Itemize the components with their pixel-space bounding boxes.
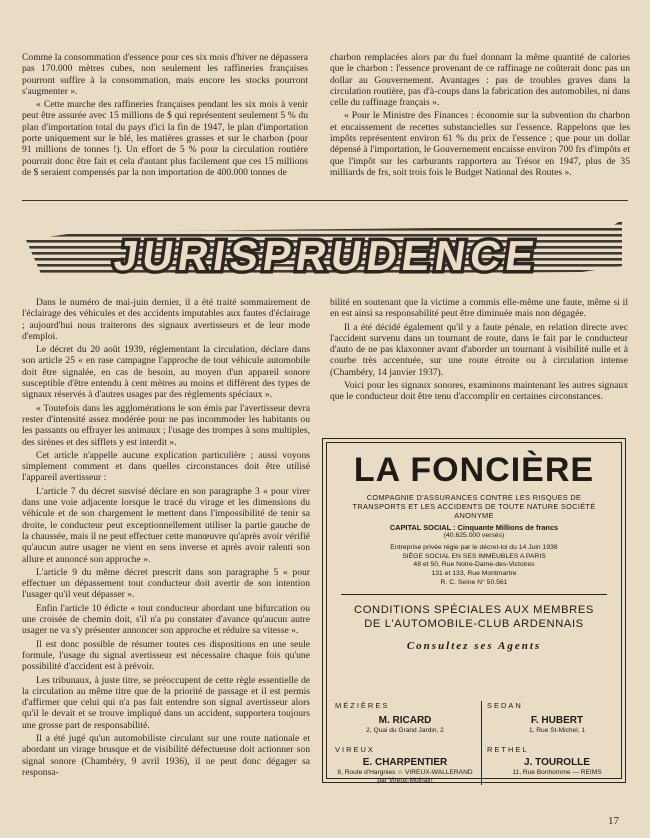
agent-name: F. HUBERT <box>530 715 584 726</box>
agent-address: 8, Route d'Hargnies ☆ VIREUX-WALLERAND <box>337 769 473 776</box>
paragraph: Enfin l'article 10 édicte « tout conducteur abordant une bifurcation ou une croisée de chemin doit, s'il n'a pu constater d'avance qu'aucun autre usager ne va s'y présenter annoncer son approche et réduire sa vitesse ». <box>22 602 310 637</box>
jurisprudence-right-column <box>330 297 628 405</box>
paragraph: « Toutefois dans les agglomérations le son émis par l'avertisseur devra rester d'intensité assez modérée pour ne pas incommoder les habitants ou les passants ou effrayer les animaux ; l'usage des trompes à sons multiples, des sirènes et des sifflets y est interdit ». <box>22 402 310 448</box>
paragraph: Il a été décidé également qu'il y a faute pénale, en relation directe avec l'accident survenu dans un tournant de route, dans le fait par le conducteur d'auto de ne pas klaxonner avant d'aborder un tournant à visibilité nulle et à courbe très accentuée, sur une route étroite ou à circulation intense (Chambéry, 14 janvier 1937). <box>330 321 628 378</box>
agent-name: M. RICARD <box>378 715 432 726</box>
paragraph: « Pour le Ministre des Finances : économie sur la subvention du charbon et encaissement de recettes substancielles sur l'essence. Rappelons que les impôts représentent environ 61 % du prix de l'essence ; que pour un dollar dépensé à l'importation, le Gouvernement encaisse environ 700 frs d'impôts et que l'impôt sur les carburants rapportera au Trésor en 1947, plus de 35 milliards de frs, soit trois fois le Budget National des Routes ». <box>330 110 630 178</box>
paragraph: Cet article n'appelle aucune explication particulière ; aussi voyons simplement comment et dans quelles circonstances doit être utilisé l'appareil avertisseur : <box>22 449 310 484</box>
la-fonciere-advertisement <box>322 438 626 783</box>
jurisprudence-left-column <box>22 297 310 780</box>
agent-address-2: par Vireux-Molhain <box>377 777 433 784</box>
paragraph: Le décret du 20 août 1939, réglementant la circulation, déclare dans son article 25 « en rase campagne l'approche de tout véhicule automobile doit être signalée, en cas de besoin, au moyen d'un appareil sonore susceptible d'être entendu à cent mètres au moins et différent des types de signaux réservés à d'autres usages par des règlements spéciaux ». <box>22 344 310 401</box>
ad-siege: SIÈGE SOCIAL EN SES IMMEUBLES A PARIS <box>402 552 546 560</box>
ad-consult-agents: Consultez ses Agents <box>406 639 542 652</box>
agent-address: 2, Quai du Grand Jardin, 2 <box>366 727 444 734</box>
agent-city: RETHEL <box>487 745 529 754</box>
ad-rc: R. C. Seine N° 50.561 <box>440 578 508 586</box>
paragraph: « Cette marche des raffineries françaises pendant les six mois à venir peut être assurée avec 15 millions de $ qui représentent seulement 5 % du plan d'importation total du pays d'ici la fin de 1947, le plan d'importation porte uniquement sur le blé, les matières grasses et sur le charbon (pour 91 millions de tonnes !). Un effort de 5 % pour la circulation routière pourrait donc être fait et cela d'autant plus facilement que ces 15 millions de $ seraient compensés par la non importation de 400.000 tonnes de <box>22 99 308 178</box>
ad-divider <box>341 594 607 595</box>
agent-address: 11, Rue Bonhomme — REIMS <box>512 769 602 776</box>
paragraph: charbon remplacées alors par du fuel donnant la même quantité de calories que le charbon : l'essence provenant de ce raffinage ne coûterait donc pas un dollar au Gouvernement. Avantages : pas de troubles graves dans la circulation routière, pas d'à-coups dans la fabrication des automobiles, ni dans celle du raffinage français ». <box>330 52 630 109</box>
paragraph: L'article 9 du même décret prescrit dans son paragraphe 5 « pour effectuer un dépassement tout conducteur doit avertir de son intention l'usager qu'il veut dépasser ». <box>22 566 310 601</box>
agent-name: E. CHARPENTIER <box>362 757 448 768</box>
paragraph: Il est donc possible de résumer toutes ces dispositions en une seule formule, l'usage du signal avertisseur est nécessaire chaque fois qu'une possibilité d'accident est à prévoir. <box>22 638 310 673</box>
ad-address-1: 48 et 50, Rue Notre-Dame-des-Victoires <box>413 561 535 569</box>
article-top-left-column <box>22 52 308 180</box>
paragraph: Voici pour les signaux sonores, examinons maintenant les autres signaux que le conducteur doit être tenu d'accomplir en certaines circonstances. <box>330 380 628 403</box>
ad-address-2: 131 et 133, Rue Montmartre <box>431 570 517 578</box>
paragraph: Il a été jugé qu'un automobiliste circulant sur une route nationale et abordant un virage brusque et de visibilité défectueuse doit actionner son signal sonore (Chambéry, 9 avril 1936), il ne peut donc dégager sa responsa- <box>22 732 310 778</box>
paragraph: L'article 7 du décret susvisé déclare en son paragraphe 3 « pour virer dans une voie adjacente lorsque le tracé du virage et les dimensions du véhicule et de son chargement le mettent dans l'impossibilité de tenir sa droite, le conducteur peut exceptionnellement utiliser la partie gauche de la chaussée, mais il ne peut effectuer cette manœuvre qu'après avoir vérifié qu'aucun autre usager ne vient en sens inverse et après avoir ralenti son allure et annoncé son approche ». <box>22 485 310 565</box>
ad-conditions-line-1: CONDITIONS SPÉCIALES AUX MEMBRES <box>354 603 594 616</box>
ad-capital-versed: (40.625.000 versés) <box>443 532 505 539</box>
ad-decree: Entreprise privée régie par le décret-loi du 14 Juin 1938 <box>390 543 558 551</box>
agent-rethel <box>487 745 627 777</box>
ad-subtitle: COMPAGNIE D'ASSURANCES CONTRE LES RISQUES DE TRANSPORTS ET LES ACCIDENTS DE TOUTE NATURE SOCIÉTÉ ANONYME <box>352 493 596 520</box>
agent-city: VIREUX <box>335 745 375 754</box>
agent-city: SEDAN <box>487 701 523 710</box>
paragraph: Dans le numéro de mai-juin dernier, il a été traité sommairement de l'éclairage des véhicules et des accidents imputables aux fautes d'éclairage ; aujourd'hui nous traiterons des signaux avertisseurs et de leur mode d'emploi. <box>22 297 310 342</box>
agent-name: J. TOUROLLE <box>524 757 590 768</box>
agents-grid <box>335 701 613 787</box>
ad-capital: CAPITAL SOCIAL : Cinquante Millions de francs <box>389 523 559 532</box>
agent-sedan <box>487 701 627 735</box>
ad-conditions-line-2: DE L'AUTOMOBILE-CLUB ARDENNAIS <box>364 617 584 630</box>
ad-title: LA FONCIÈRE <box>353 451 595 489</box>
paragraph: Les tribunaux, à juste titre, se préoccupent de cette règle essentielle de la circulation au même titre que de la priorité de passage et il est permis d'affirmer que celui qui n'a pas fait entendre son signal avertisseur alors qu'il le devait et se trouve impliqué dans un accident, supportera toujours une grosse part de responsabilité. <box>22 674 310 731</box>
agent-address: 1, Rue St-Michel, 1 <box>528 727 586 734</box>
paragraph: Comme la consommation d'essence pour ces six mois d'hiver ne dépassera pas 170.000 mètres cubes, non seulement les raffineries françaises pourront suffire à la consommation, mais encore les stocks pourront s'augmenter ». <box>22 52 308 97</box>
agent-city: MÉZIÈRES <box>335 701 390 710</box>
page-number: 17 <box>608 815 619 827</box>
jurisprudence-banner <box>22 210 628 290</box>
paragraph: bilité en soutenant que la victime a commis elle-même une faute, même si il en est ainsi sa responsabilité peut être diminuée mais non dégagée. <box>330 297 628 320</box>
banner-title: JURISPRUDENCE <box>111 232 543 279</box>
section-divider <box>22 200 628 201</box>
article-top-right-column <box>330 52 630 180</box>
agent-vireux <box>335 745 475 785</box>
ad-inner-frame <box>326 442 622 784</box>
agent-mezieres <box>335 701 475 735</box>
agents-divider <box>481 701 482 785</box>
